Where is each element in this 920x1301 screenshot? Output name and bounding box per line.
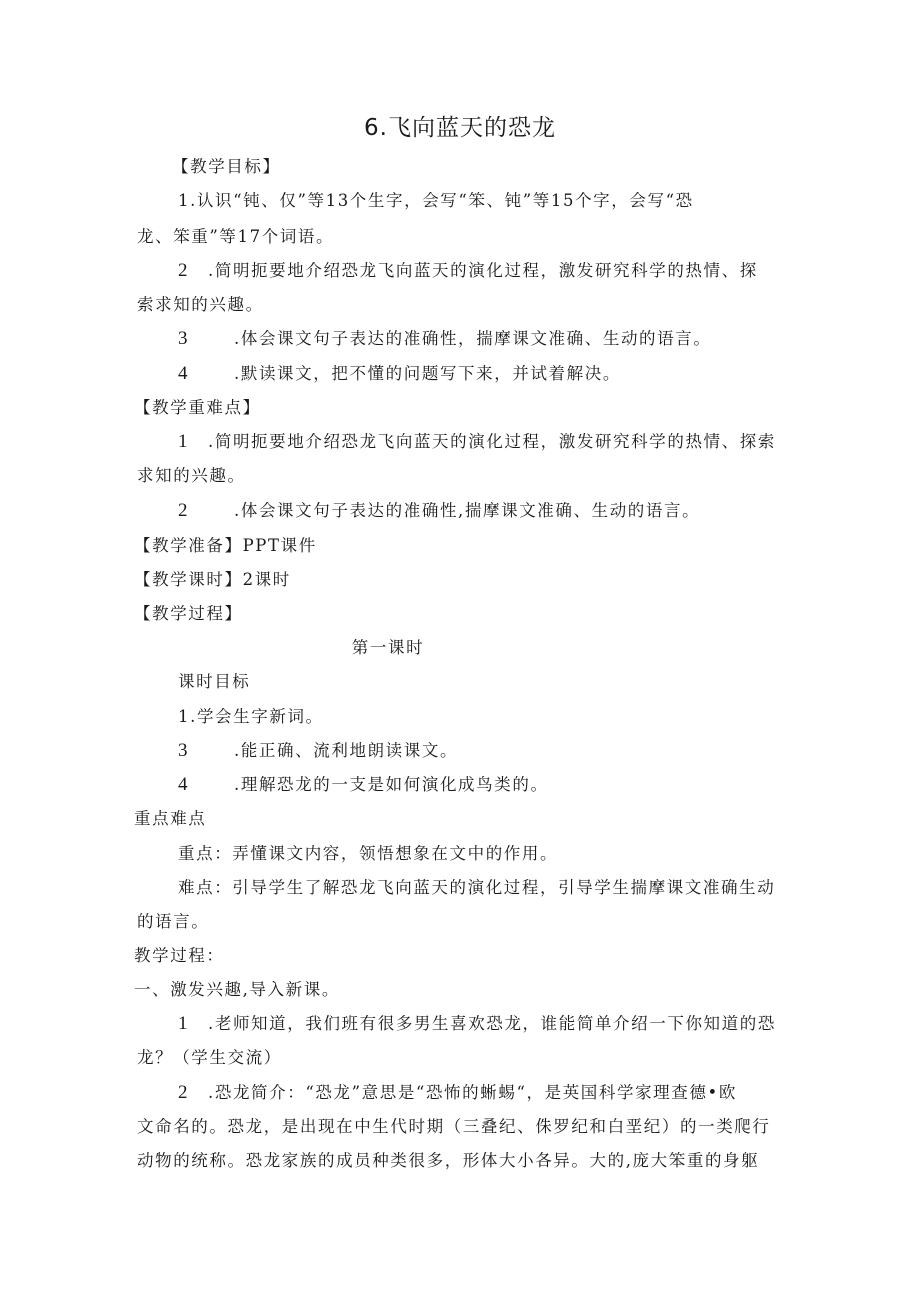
goal-3-number: 3 bbox=[178, 328, 190, 349]
key-1-line-1 bbox=[178, 430, 776, 454]
goal-1-line-2: 龙、笨重”等17个词语。 bbox=[137, 227, 335, 246]
key-2-line bbox=[178, 499, 700, 523]
lesson-goal-1: 1.学会生字新词。 bbox=[178, 707, 324, 726]
teaching-hours: 【教学课时】2课时 bbox=[134, 570, 291, 589]
teaching-steps-heading: 教学过程： bbox=[134, 946, 225, 965]
key-point-text: 重点：弄懂课文内容，领悟想象在文中的作用。 bbox=[178, 844, 559, 863]
goal-4-text: .默读课文，把不懂的问题写下来，并试着解决。 bbox=[234, 364, 621, 383]
goal-2-line-2: 索求知的兴趣。 bbox=[137, 295, 264, 314]
key-points-heading: 重点难点 bbox=[134, 809, 207, 828]
document-title: 6.飞向蓝天的恐龙 bbox=[364, 115, 556, 141]
goal-2-line-1 bbox=[178, 259, 758, 283]
paragraph-1-text: .老师知道，我们班有很多男生喜欢恐龙，谁能简单介绍一下你知道的恐 bbox=[208, 1014, 776, 1033]
lesson-goal-4-number: 4 bbox=[178, 774, 190, 795]
paragraph-2-line-1 bbox=[178, 1081, 737, 1105]
goal-2-number: 2 bbox=[178, 260, 190, 281]
key-1-line-2: 求知的兴趣。 bbox=[137, 466, 246, 485]
lesson-goal-3-text: .能正确、流利地朗读课文。 bbox=[234, 741, 459, 760]
lesson-goal-4-text: .理解恐龙的一支是如何演化成鸟类的。 bbox=[234, 775, 549, 794]
paragraph-2-line-3: 动物的统称。恐龙家族的成员种类很多，形体大小各异。大的,庞大笨重的身躯 bbox=[137, 1151, 760, 1170]
paragraph-2-line-2: 文命名的。恐龙，是出现在中生代时期（三叠纪、侏罗纪和白垩纪）的一类爬行 bbox=[137, 1117, 771, 1136]
paragraph-1-number: 1 bbox=[178, 1013, 190, 1034]
key-1-text: .简明扼要地介绍恐龙飞向蓝天的演化过程，激发研究科学的热情、探索 bbox=[208, 432, 776, 451]
key-2-text: .体会课文句子表达的准确性,揣摩课文准确、生动的语言。 bbox=[234, 501, 701, 520]
goal-3-text: .体会课文句子表达的准确性，揣摩课文准确、生动的语言。 bbox=[234, 329, 712, 348]
key-1-number: 1 bbox=[178, 431, 190, 452]
goal-2-text: .简明扼要地介绍恐龙飞向蓝天的演化过程，激发研究科学的热情、探 bbox=[208, 261, 758, 280]
heading-teaching-process: 【教学过程】 bbox=[134, 604, 243, 623]
lesson-one-heading: 第一课时 bbox=[351, 638, 425, 657]
step-one-heading: 一、激发兴趣,导入新课。 bbox=[134, 980, 340, 999]
heading-teaching-goals: 【教学目标】 bbox=[172, 157, 281, 176]
heading-key-difficult: 【教学重难点】 bbox=[134, 398, 261, 417]
paragraph-2-text: .恐龙简介：“恐龙”意思是“恐怖的蜥蜴“，是英国科学家理查德•欧 bbox=[208, 1083, 737, 1102]
goal-4-number: 4 bbox=[178, 363, 190, 384]
goal-4-line bbox=[178, 362, 621, 386]
lesson-goals-heading: 课时目标 bbox=[178, 672, 251, 691]
paragraph-1-line-1 bbox=[178, 1012, 776, 1036]
paragraph-2-number: 2 bbox=[178, 1082, 190, 1103]
lesson-goal-3 bbox=[178, 739, 458, 763]
lesson-goal-4 bbox=[178, 773, 549, 797]
paragraph-1-line-2: 龙？（学生交流） bbox=[137, 1048, 282, 1067]
goal-1-line-1: 1.认识“钝、仅”等13个生字，会写“笨、钝”等15个字，会写“恐 bbox=[178, 191, 694, 210]
key-2-number: 2 bbox=[178, 500, 190, 521]
goal-3-line bbox=[178, 327, 711, 351]
lesson-goal-3-number: 3 bbox=[178, 740, 190, 761]
difficult-point-line-2: 的语言。 bbox=[137, 912, 210, 931]
difficult-point-line-1: 难点：引导学生了解恐龙飞向蓝天的演化过程，引导学生揣摩课文准确生动 bbox=[178, 878, 776, 897]
teaching-preparation: 【教学准备】PPT课件 bbox=[134, 536, 317, 555]
